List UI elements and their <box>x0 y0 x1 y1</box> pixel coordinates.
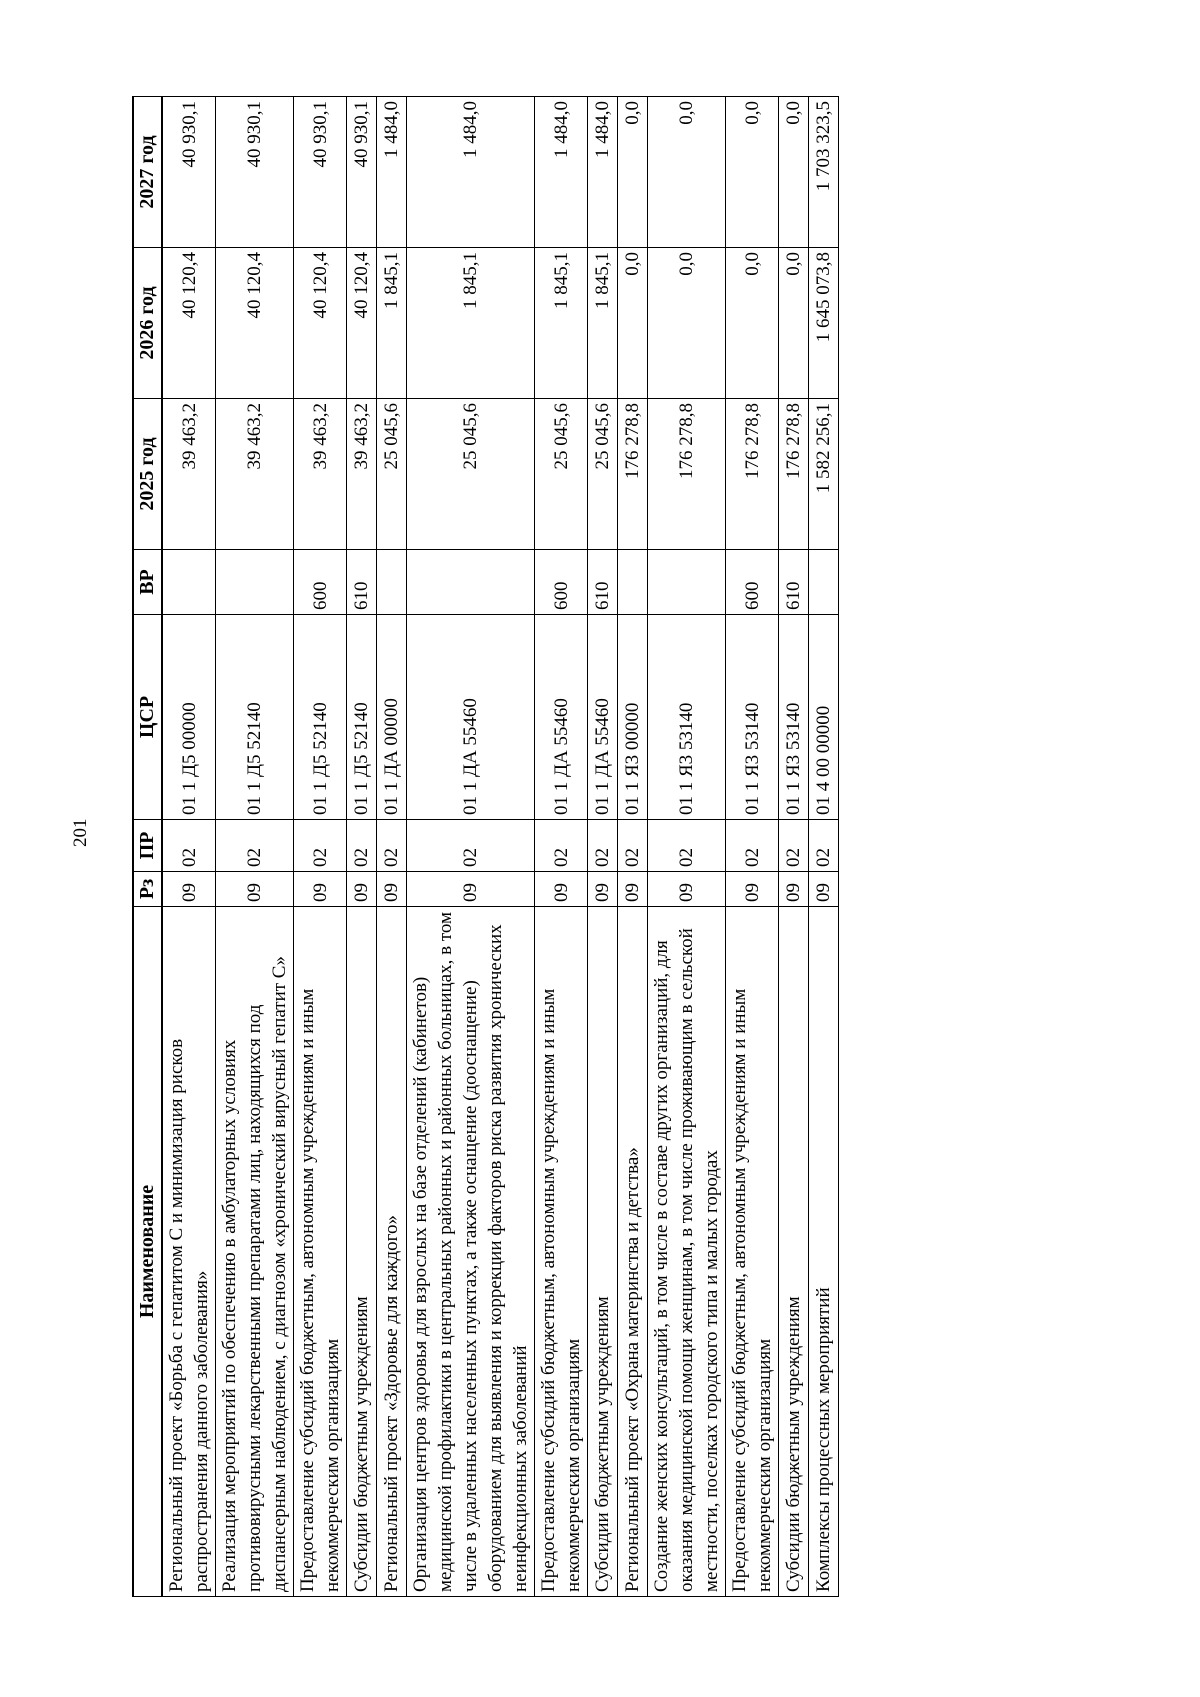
cell-vr <box>377 550 407 615</box>
budget-table <box>132 96 839 1597</box>
cell-rz: 09 <box>216 872 294 907</box>
cell-pr: 02 <box>294 820 347 872</box>
cell-2027: 40 930,1 <box>294 97 347 248</box>
cell-vr <box>407 550 535 615</box>
cell-rz: 09 <box>377 872 407 907</box>
cell-vr <box>618 550 648 615</box>
cell-name: Региональный проект «Охрана материнства и детства» <box>618 907 648 1597</box>
table-row <box>407 97 535 1597</box>
cell-vr <box>162 550 216 615</box>
cell-2027: 1 703 323,5 <box>809 97 839 248</box>
cell-csr: 01 1 Я3 53140 <box>726 615 779 820</box>
cell-csr: 01 1 Д5 52140 <box>347 615 377 820</box>
cell-csr: 01 1 Д5 52140 <box>216 615 294 820</box>
header-2025: 2025 год <box>133 399 162 550</box>
budget-table-container <box>132 97 839 1597</box>
cell-2025: 25 045,6 <box>407 399 535 550</box>
cell-pr: 02 <box>726 820 779 872</box>
cell-vr: 610 <box>588 550 618 615</box>
header-pr: ПР <box>133 820 162 872</box>
cell-csr: 01 1 Д5 00000 <box>162 615 216 820</box>
cell-csr: 01 1 ДА 55460 <box>588 615 618 820</box>
cell-rz: 09 <box>347 872 377 907</box>
cell-2025: 39 463,2 <box>216 399 294 550</box>
cell-name: Предоставление субсидий бюджетным, автономным учреждениям и иным некоммерческим организациям <box>726 907 779 1597</box>
cell-pr: 02 <box>407 820 535 872</box>
cell-vr: 600 <box>535 550 588 615</box>
cell-vr: 610 <box>347 550 377 615</box>
cell-2025: 176 278,8 <box>648 399 726 550</box>
cell-2025: 39 463,2 <box>162 399 216 550</box>
header-2027: 2027 год <box>133 97 162 248</box>
cell-2026: 0,0 <box>779 248 809 399</box>
table-header-row <box>133 97 162 1597</box>
cell-csr: 01 1 Я3 53140 <box>779 615 809 820</box>
cell-vr <box>648 550 726 615</box>
table-row <box>588 97 618 1597</box>
cell-2026: 1 845,1 <box>407 248 535 399</box>
table-row <box>162 97 216 1597</box>
cell-2025: 25 045,6 <box>377 399 407 550</box>
cell-2027: 1 484,0 <box>535 97 588 248</box>
cell-2026: 1 845,1 <box>588 248 618 399</box>
cell-2025: 39 463,2 <box>347 399 377 550</box>
cell-2025: 176 278,8 <box>726 399 779 550</box>
header-2026: 2026 год <box>133 248 162 399</box>
cell-rz: 09 <box>618 872 648 907</box>
cell-csr: 01 1 ДА 00000 <box>377 615 407 820</box>
cell-2027: 0,0 <box>726 97 779 248</box>
table-row <box>726 97 779 1597</box>
cell-2026: 1 645 073,8 <box>809 248 839 399</box>
cell-2026: 1 845,1 <box>377 248 407 399</box>
cell-2027: 40 930,1 <box>347 97 377 248</box>
cell-2025: 176 278,8 <box>618 399 648 550</box>
cell-rz: 09 <box>779 872 809 907</box>
cell-2025: 1 582 256,1 <box>809 399 839 550</box>
cell-pr: 02 <box>588 820 618 872</box>
cell-name: Субсидии бюджетным учреждениям <box>347 907 377 1597</box>
cell-2026: 40 120,4 <box>347 248 377 399</box>
cell-2027: 0,0 <box>648 97 726 248</box>
cell-pr: 02 <box>809 820 839 872</box>
cell-rz: 09 <box>407 872 535 907</box>
table-row <box>535 97 588 1597</box>
cell-pr: 02 <box>535 820 588 872</box>
cell-vr <box>809 550 839 615</box>
cell-name: Организация центров здоровья для взрослых на базе отделений (кабинетов) медицинской профилактики в центральных районных и районных больницах, в том числе в удаленных населенных пунктах, а также оснащение (дооснащение) оборудованием для выявления и коррекции факторов риска развития хронических неинфекционных заболеваний <box>407 907 535 1597</box>
cell-vr: 600 <box>726 550 779 615</box>
table-row <box>618 97 648 1597</box>
cell-name: Комплексы процессных мероприятий <box>809 907 839 1597</box>
cell-name: Предоставление субсидий бюджетным, автономным учреждениям и иным некоммерческим организациям <box>535 907 588 1597</box>
cell-rz: 09 <box>535 872 588 907</box>
header-csr: ЦСР <box>133 615 162 820</box>
cell-pr: 02 <box>347 820 377 872</box>
cell-2026: 0,0 <box>618 248 648 399</box>
table-row <box>648 97 726 1597</box>
cell-2026: 40 120,4 <box>162 248 216 399</box>
header-vr: ВР <box>133 550 162 615</box>
cell-2026: 0,0 <box>726 248 779 399</box>
cell-2026: 40 120,4 <box>294 248 347 399</box>
cell-name: Субсидии бюджетным учреждениям <box>779 907 809 1597</box>
cell-pr: 02 <box>618 820 648 872</box>
cell-pr: 02 <box>162 820 216 872</box>
table-row <box>347 97 377 1597</box>
cell-csr: 01 1 ДА 55460 <box>407 615 535 820</box>
cell-name: Реализация мероприятий по обеспечению в амбулаторных условиях противовирусными лекарственными препаратами лиц, находящихся под диспансерным наблюдением, с диагнозом «хронический вирусный гепатит С» <box>216 907 294 1597</box>
table-row <box>779 97 809 1597</box>
cell-pr: 02 <box>216 820 294 872</box>
cell-vr: 600 <box>294 550 347 615</box>
cell-name: Региональный проект «Борьба с гепатитом С и минимизация рисков распространения данного заболевания» <box>162 907 216 1597</box>
cell-2025: 25 045,6 <box>535 399 588 550</box>
cell-pr: 02 <box>779 820 809 872</box>
cell-2025: 25 045,6 <box>588 399 618 550</box>
cell-rz: 09 <box>809 872 839 907</box>
cell-2025: 39 463,2 <box>294 399 347 550</box>
cell-name: Региональный проект «Здоровье для каждого» <box>377 907 407 1597</box>
cell-2027: 0,0 <box>618 97 648 248</box>
cell-csr: 01 4 00 00000 <box>809 615 839 820</box>
cell-csr: 01 1 ДА 55460 <box>535 615 588 820</box>
cell-2026: 1 845,1 <box>535 248 588 399</box>
cell-rz: 09 <box>648 872 726 907</box>
cell-rz: 09 <box>162 872 216 907</box>
cell-2026: 0,0 <box>648 248 726 399</box>
table-row <box>809 97 839 1597</box>
cell-pr: 02 <box>377 820 407 872</box>
cell-vr <box>216 550 294 615</box>
cell-2027: 40 930,1 <box>162 97 216 248</box>
cell-2027: 1 484,0 <box>407 97 535 248</box>
cell-rz: 09 <box>294 872 347 907</box>
cell-2027: 40 930,1 <box>216 97 294 248</box>
cell-2027: 1 484,0 <box>377 97 407 248</box>
cell-2027: 1 484,0 <box>588 97 618 248</box>
page-number: 201 <box>70 818 91 847</box>
cell-2026: 40 120,4 <box>216 248 294 399</box>
table-row <box>216 97 294 1597</box>
cell-csr: 01 1 Я3 53140 <box>648 615 726 820</box>
header-name: Наименование <box>133 907 162 1597</box>
cell-name: Предоставление субсидий бюджетным, автономным учреждениям и иным некоммерческим организациям <box>294 907 347 1597</box>
cell-rz: 09 <box>588 872 618 907</box>
cell-2025: 176 278,8 <box>779 399 809 550</box>
cell-vr: 610 <box>779 550 809 615</box>
cell-2027: 0,0 <box>779 97 809 248</box>
cell-csr: 01 1 Д5 52140 <box>294 615 347 820</box>
table-row <box>377 97 407 1597</box>
cell-rz: 09 <box>726 872 779 907</box>
cell-csr: 01 1 Я3 00000 <box>618 615 648 820</box>
header-rz: Рз <box>133 872 162 907</box>
table-row <box>294 97 347 1597</box>
cell-name: Субсидии бюджетным учреждениям <box>588 907 618 1597</box>
cell-pr: 02 <box>648 820 726 872</box>
cell-name: Создание женских консультаций, в том числе в составе других организаций, для оказания медицинской помощи женщинам, в том числе проживающим в сельской местности, поселках городского типа и малых городах <box>648 907 726 1597</box>
